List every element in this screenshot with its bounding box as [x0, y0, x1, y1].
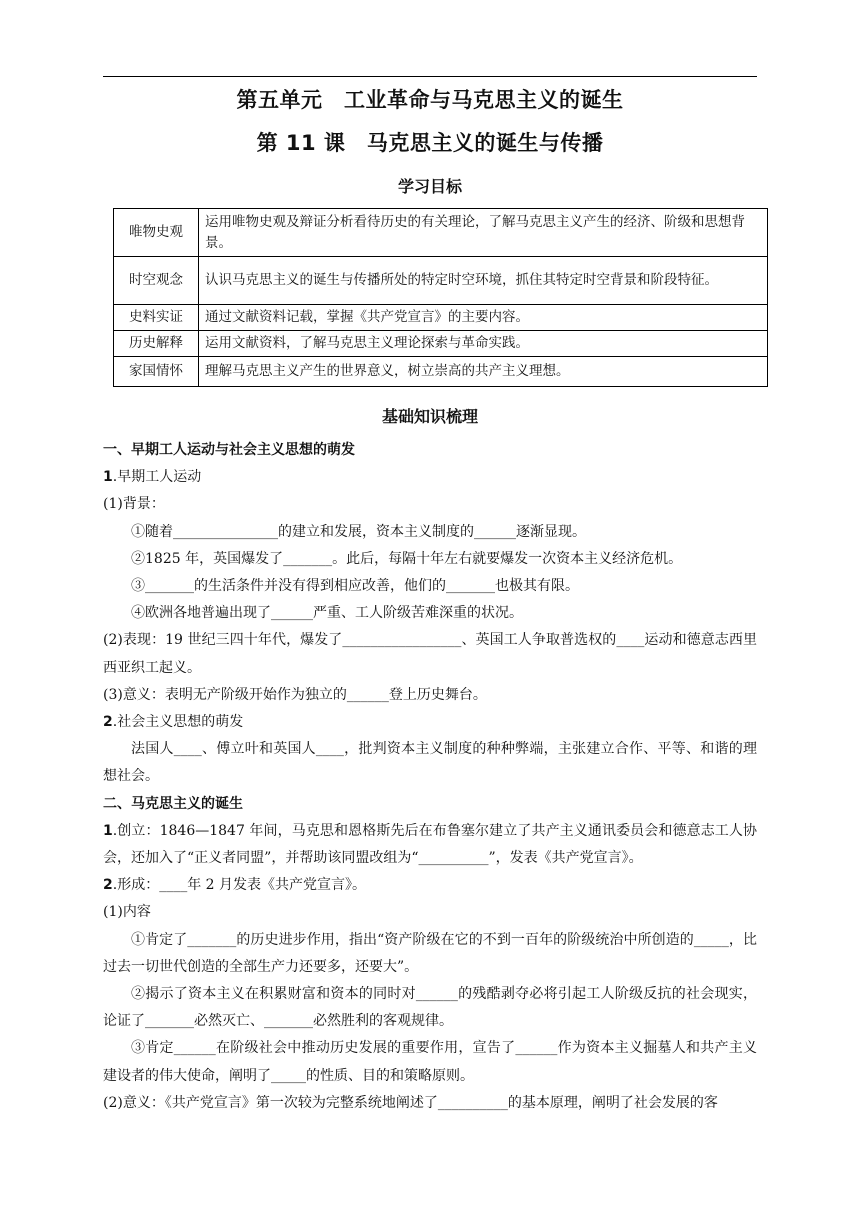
paragraph: ④欧洲各地普遍出现了______严重、工人阶级苦难深重的状况。 [131, 605, 523, 622]
unit-title: 第五单元 工业革命与马克思主义的诞生 [236, 88, 624, 112]
paragraph [103, 872, 757, 899]
goal-text: 运用文献资料，了解马克思主义理论探索与革命实践。 [199, 331, 768, 357]
item-number: 1 [103, 822, 113, 839]
paragraph: 法国人____、傅立叶和英国人____，批判资本主义制度的种种弊端，主张建立合作、平等、和谐的理想社会。 [103, 741, 757, 785]
paragraph: ①随着_______________的建立和发展，资本主义制度的______逐渐显现。 [131, 523, 586, 540]
section-title: 一、早期工人运动与社会主义思想的萌发 [103, 442, 355, 458]
goal-text: 运用唯物史观及辩证分析看待历史的有关理论，了解马克思主义产生的经济、阶级和思想背景。 [199, 209, 768, 257]
goal-key: 时空观念 [114, 257, 199, 305]
paragraph: (1)内容 [103, 904, 151, 921]
subsection-title [103, 464, 757, 491]
basics-heading: 基础知识梳理 [381, 407, 478, 426]
paragraph: ③肯定______在阶级社会中推动历史发展的重要作用，宣告了______作为资本主义掘墓人和共产主义建设者的伟大使命，阐明了_____的性质、目的和策略原则。 [103, 1040, 757, 1084]
table-row [114, 357, 768, 387]
goal-key: 历史解释 [114, 331, 199, 357]
paragraph: ①肯定了_______的历史进步作用，指出“资产阶级在它的不到一百年的阶级统治中所创造的_____，比过去一切世代创造的全部生产力还要多，还要大”。 [103, 931, 757, 975]
goal-key: 家国情怀 [114, 357, 199, 387]
paragraph: (3)意义：表明无产阶级开始作为独立的______登上历史舞台。 [103, 686, 487, 703]
paragraph: ③_______的生活条件并没有得到相应改善，他们的_______也极其有限。 [131, 578, 579, 595]
goal-key: 史料实证 [114, 305, 199, 331]
lesson-title: 第 11 课 马克思主义的诞生与传播 [256, 131, 604, 155]
item-text: .社会主义思想的萌发 [112, 714, 244, 731]
paragraph [103, 818, 757, 872]
section-title: 二、马克思主义的诞生 [103, 795, 243, 812]
goal-text: 理解马克思主义产生的世界意义，树立崇高的共产主义理想。 [199, 357, 768, 387]
paragraph: ②揭示了资本主义在积累财富和资本的同时对______的残酷剥夺必将引起工人阶级反抗的社会现实，论证了_______必然灭亡、_______必然胜利的客观规律。 [103, 986, 757, 1030]
item-number: 2 [103, 877, 113, 894]
table-row [114, 305, 768, 331]
paragraph: (2)表现：19 世纪三四十年代，爆发了_________________、英国工人争取普选权的____运动和德意志西里西亚织工起义。 [103, 632, 757, 676]
item-number: 1 [103, 469, 113, 486]
paragraph: ②1825 年，英国爆发了_______。此后，每隔十年左右就要爆发一次资本主义经济危机。 [131, 550, 683, 567]
goal-text: 通过文献资料记载，掌握《共产党宣言》的主要内容。 [199, 305, 768, 331]
content-body [103, 437, 757, 1117]
subsection-title [103, 709, 757, 736]
goals-table [113, 208, 768, 387]
paragraph: (1)背景： [103, 496, 165, 513]
goal-text: 认识马克思主义的诞生与传播所处的特定时空环境，抓住其特定时空背景和阶段特征。 [199, 257, 768, 305]
goal-key: 唯物史观 [114, 209, 199, 257]
paragraph: (2)意义：《共产党宣言》第一次较为完整系统地阐述了__________的基本原理，阐明了社会发展的客 [103, 1094, 718, 1111]
header-rule [103, 76, 757, 77]
item-text: .形成：____年 2 月发表《共产党宣言》。 [112, 877, 367, 894]
table-row [114, 257, 768, 305]
item-text: .创立：1846—1847 年间，马克思和恩格斯先后在布鲁塞尔建立了共产主义通讯委员会和德意志工人协会，还加入了“正义者同盟”，并帮助该同盟改组为“__________”，发表《共产党宣言》。 [103, 822, 757, 867]
table-row [114, 331, 768, 357]
item-number: 2 [103, 714, 113, 731]
goals-heading: 学习目标 [397, 177, 462, 196]
table-row [114, 209, 768, 257]
item-text: .早期工人运动 [112, 469, 202, 486]
